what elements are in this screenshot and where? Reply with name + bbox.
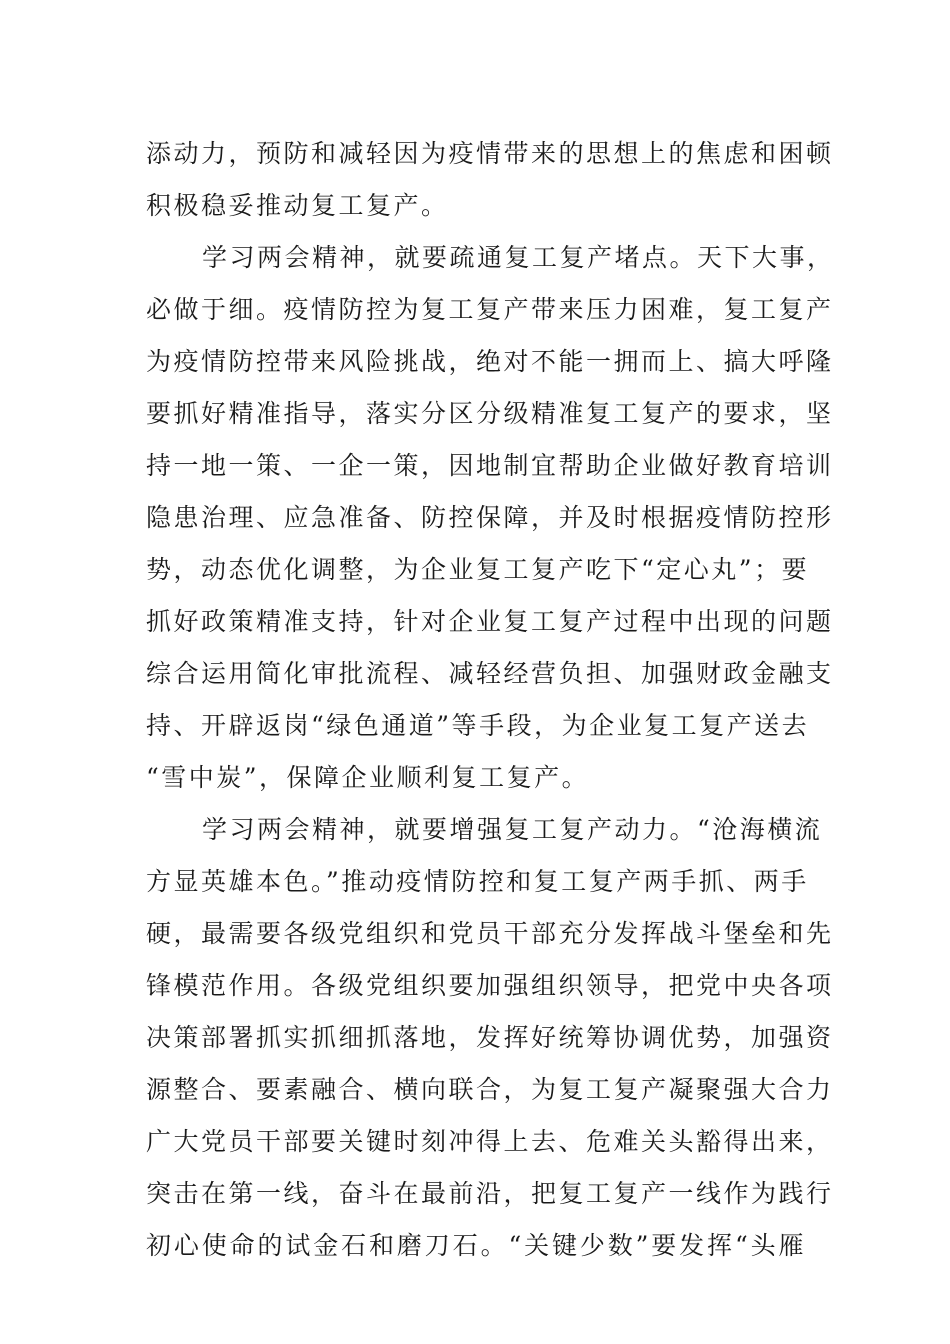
paragraph-start-line: 学习两会精神，就要增强复工复产动力。“沧海横流 [202, 815, 823, 844]
document-body [146, 128, 835, 1272]
text-line: 隐患治理、应急准备、防控保障，并及时根据疫情防控形 [146, 503, 834, 532]
text-line: 添动力，预防和减轻因为疫情带来的思想上的焦虑和困顿 [146, 139, 834, 168]
text-line: 抓好政策精准支持，针对企业复工复产过程中出现的问题 [146, 607, 834, 636]
text-line: 方显英雄本色。”推动疫情防控和复工复产两手抓、两手 [146, 867, 809, 896]
text-line: 决策部署抓实抓细抓落地，发挥好统筹协调优势，加强资 [146, 1023, 834, 1052]
text-line: 要抓好精准指导，落实分区分级精准复工复产的要求，坚 [146, 399, 834, 428]
text-line: 积极稳妥推动复工复产。 [146, 191, 449, 220]
paragraph-start-line: 学习两会精神，就要疏通复工复产堵点。天下大事， [202, 243, 835, 272]
text-line: 势，动态优化调整，为企业复工复产吃下“定心丸”；要 [146, 555, 810, 584]
text-line: 初心使命的试金石和磨刀石。“关键少数”要发挥“头雁 [146, 1231, 806, 1260]
text-line: 广大党员干部要关键时刻冲得上去、危难关头豁得出来， [146, 1127, 834, 1156]
text-line: 源整合、要素融合、横向联合，为复工复产凝聚强大合力 [146, 1075, 834, 1104]
text-line: 综合运用简化审批流程、减轻经营负担、加强财政金融支 [146, 659, 834, 688]
text-line: 为疫情防控带来风险挑战，绝对不能一拥而上、搞大呼隆 [146, 347, 834, 376]
text-line: “雪中炭”，保障企业顺利复工复产。 [146, 763, 590, 792]
text-line: 锋模范作用。各级党组织要加强组织领导，把党中央各项 [146, 971, 834, 1000]
text-line: 突击在第一线，奋斗在最前沿，把复工复产一线作为践行 [146, 1179, 834, 1208]
text-line: 持一地一策、一企一策，因地制宜帮助企业做好教育培训 [146, 451, 834, 480]
text-line: 硬，最需要各级党组织和党员干部充分发挥战斗堡垒和先 [146, 919, 834, 948]
text-line: 必做于细。疫情防控为复工复产带来压力困难，复工复产 [146, 295, 834, 324]
text-line: 持、开辟返岗“绿色通道”等手段，为企业复工复产送去 [146, 711, 810, 740]
